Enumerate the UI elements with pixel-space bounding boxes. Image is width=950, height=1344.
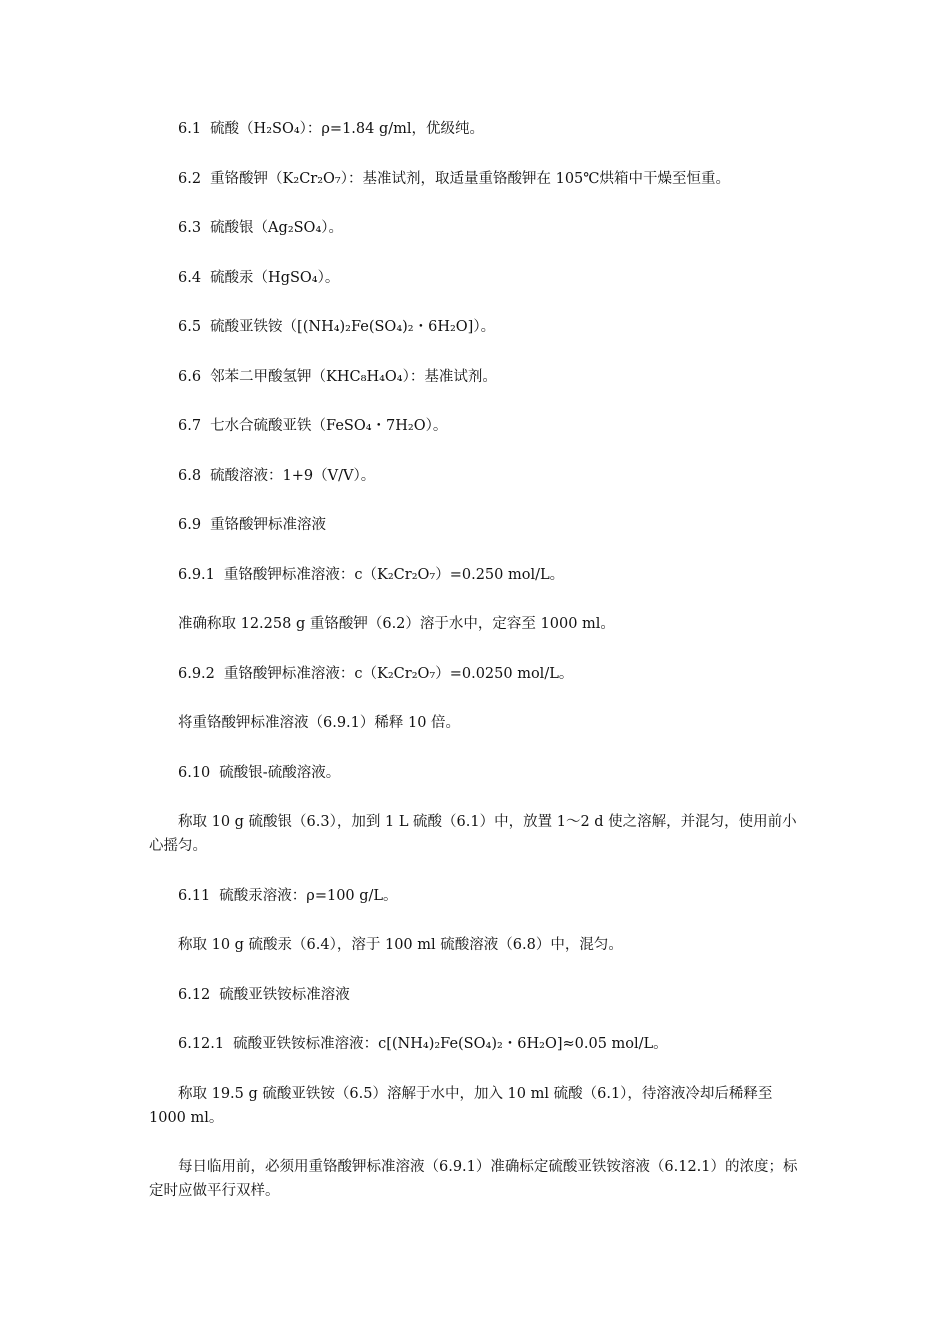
paragraph-6-9-1-body	[178, 612, 808, 636]
clause-number: 6.3	[178, 220, 202, 236]
clause-number: 6.1	[178, 121, 202, 137]
clause-text: 硫酸亚铁铵标准溶液：c[(NH₄)₂Fe(SO₄)₂・6H₂O]≈0.05 mol/L。	[233, 1036, 668, 1052]
document-body	[149, 117, 808, 1229]
body-text: 将重铬酸钾标准溶液（6.9.1）稀释 10 倍。	[178, 715, 461, 731]
paragraph-6-10-body	[149, 810, 808, 858]
clause-number: 6.9	[178, 517, 202, 533]
paragraph-6-1	[178, 117, 808, 141]
body-text: 每日临用前，必须用重铬酸钾标准溶液（6.9.1）准确标定硫酸亚铁铵溶液（6.12.1）的浓度；标定时应做平行双样。	[149, 1159, 798, 1199]
clause-text: 硫酸溶液：1+9（V/V）。	[210, 467, 376, 484]
paragraph-6-11-body	[178, 933, 808, 957]
clause-text: 硫酸（H₂SO₄）：ρ=1.84 g/ml，优级纯。	[210, 121, 485, 137]
clause-text: 硫酸亚铁铵标准溶液	[219, 986, 350, 1003]
clause-number: 6.10	[178, 764, 211, 781]
paragraph-6-9-2-body	[178, 711, 808, 735]
clause-number: 6.8	[178, 467, 202, 484]
clause-text: 重铬酸钾标准溶液	[210, 517, 327, 533]
clause-number: 6.9.1	[178, 566, 215, 583]
clause-number: 6.2	[178, 170, 202, 187]
clause-text: 硫酸银（Ag₂SO₄）。	[210, 220, 344, 236]
paragraph-6-12-1	[178, 1032, 808, 1056]
clause-number: 6.12	[178, 986, 211, 1003]
clause-text: 硫酸汞溶液：ρ=100 g/L。	[219, 887, 398, 904]
clause-number: 6.9.2	[178, 665, 215, 682]
clause-text: 邻苯二甲酸氢钾（KHC₈H₄O₄）：基准试剂。	[210, 368, 497, 385]
paragraph-6-9-2	[178, 662, 808, 686]
body-text: 称取 10 g 硫酸银（6.3），加到 1 L 硫酸（6.1）中，放置 1～2 d 使之溶解，并混匀，使用前小心摇匀。	[149, 814, 797, 854]
body-text: 准确称取 12.258 g 重铬酸钾（6.2）溶于水中，定容至 1000 ml。	[178, 616, 615, 632]
clause-number: 6.6	[178, 368, 202, 385]
clause-text: 重铬酸钾标准溶液：c（K₂Cr₂O₇）=0.250 mol/L。	[223, 566, 565, 583]
paragraph-6-12-1-body-b	[149, 1155, 808, 1203]
paragraph-6-6	[178, 365, 808, 389]
clause-text: 硫酸汞（HgSO₄）。	[210, 269, 340, 286]
clause-text: 重铬酸钾标准溶液：c（K₂Cr₂O₇）=0.0250 mol/L。	[223, 665, 574, 682]
paragraph-6-12-1-body-a	[149, 1082, 808, 1130]
clause-number: 6.12.1	[178, 1036, 225, 1052]
clause-text: 硫酸银-硫酸溶液。	[219, 764, 341, 781]
clause-text: 七水合硫酸亚铁（FeSO₄・7H₂O）。	[210, 418, 448, 434]
paragraph-6-5	[178, 315, 808, 339]
body-text: 称取 19.5 g 硫酸亚铁铵（6.5）溶解于水中，加入 10 ml 硫酸（6.1），待溶液冷却后稀释至 1000 ml。	[149, 1085, 778, 1126]
paragraph-6-2	[178, 167, 808, 191]
body-text: 称取 10 g 硫酸汞（6.4），溶于 100 ml 硫酸溶液（6.8）中，混匀。	[178, 937, 623, 953]
paragraph-6-7	[178, 414, 808, 438]
paragraph-6-8	[178, 464, 808, 488]
paragraph-6-12	[178, 983, 808, 1007]
paragraph-6-4	[178, 266, 808, 290]
paragraph-6-11	[178, 884, 808, 908]
clause-text: 硫酸亚铁铵（[(NH₄)₂Fe(SO₄)₂・6H₂O]）。	[210, 319, 496, 335]
clause-number: 6.5	[178, 319, 202, 335]
clause-number: 6.7	[178, 418, 202, 434]
paragraph-6-10	[178, 761, 808, 785]
paragraph-6-9-1	[178, 563, 808, 587]
paragraph-6-9	[178, 513, 808, 537]
clause-number: 6.4	[178, 269, 202, 286]
clause-text: 重铬酸钾（K₂Cr₂O₇）：基准试剂，取适量重铬酸钾在 105℃烘箱中干燥至恒重。	[210, 170, 730, 187]
paragraph-6-3	[178, 216, 808, 240]
clause-number: 6.11	[178, 887, 211, 904]
